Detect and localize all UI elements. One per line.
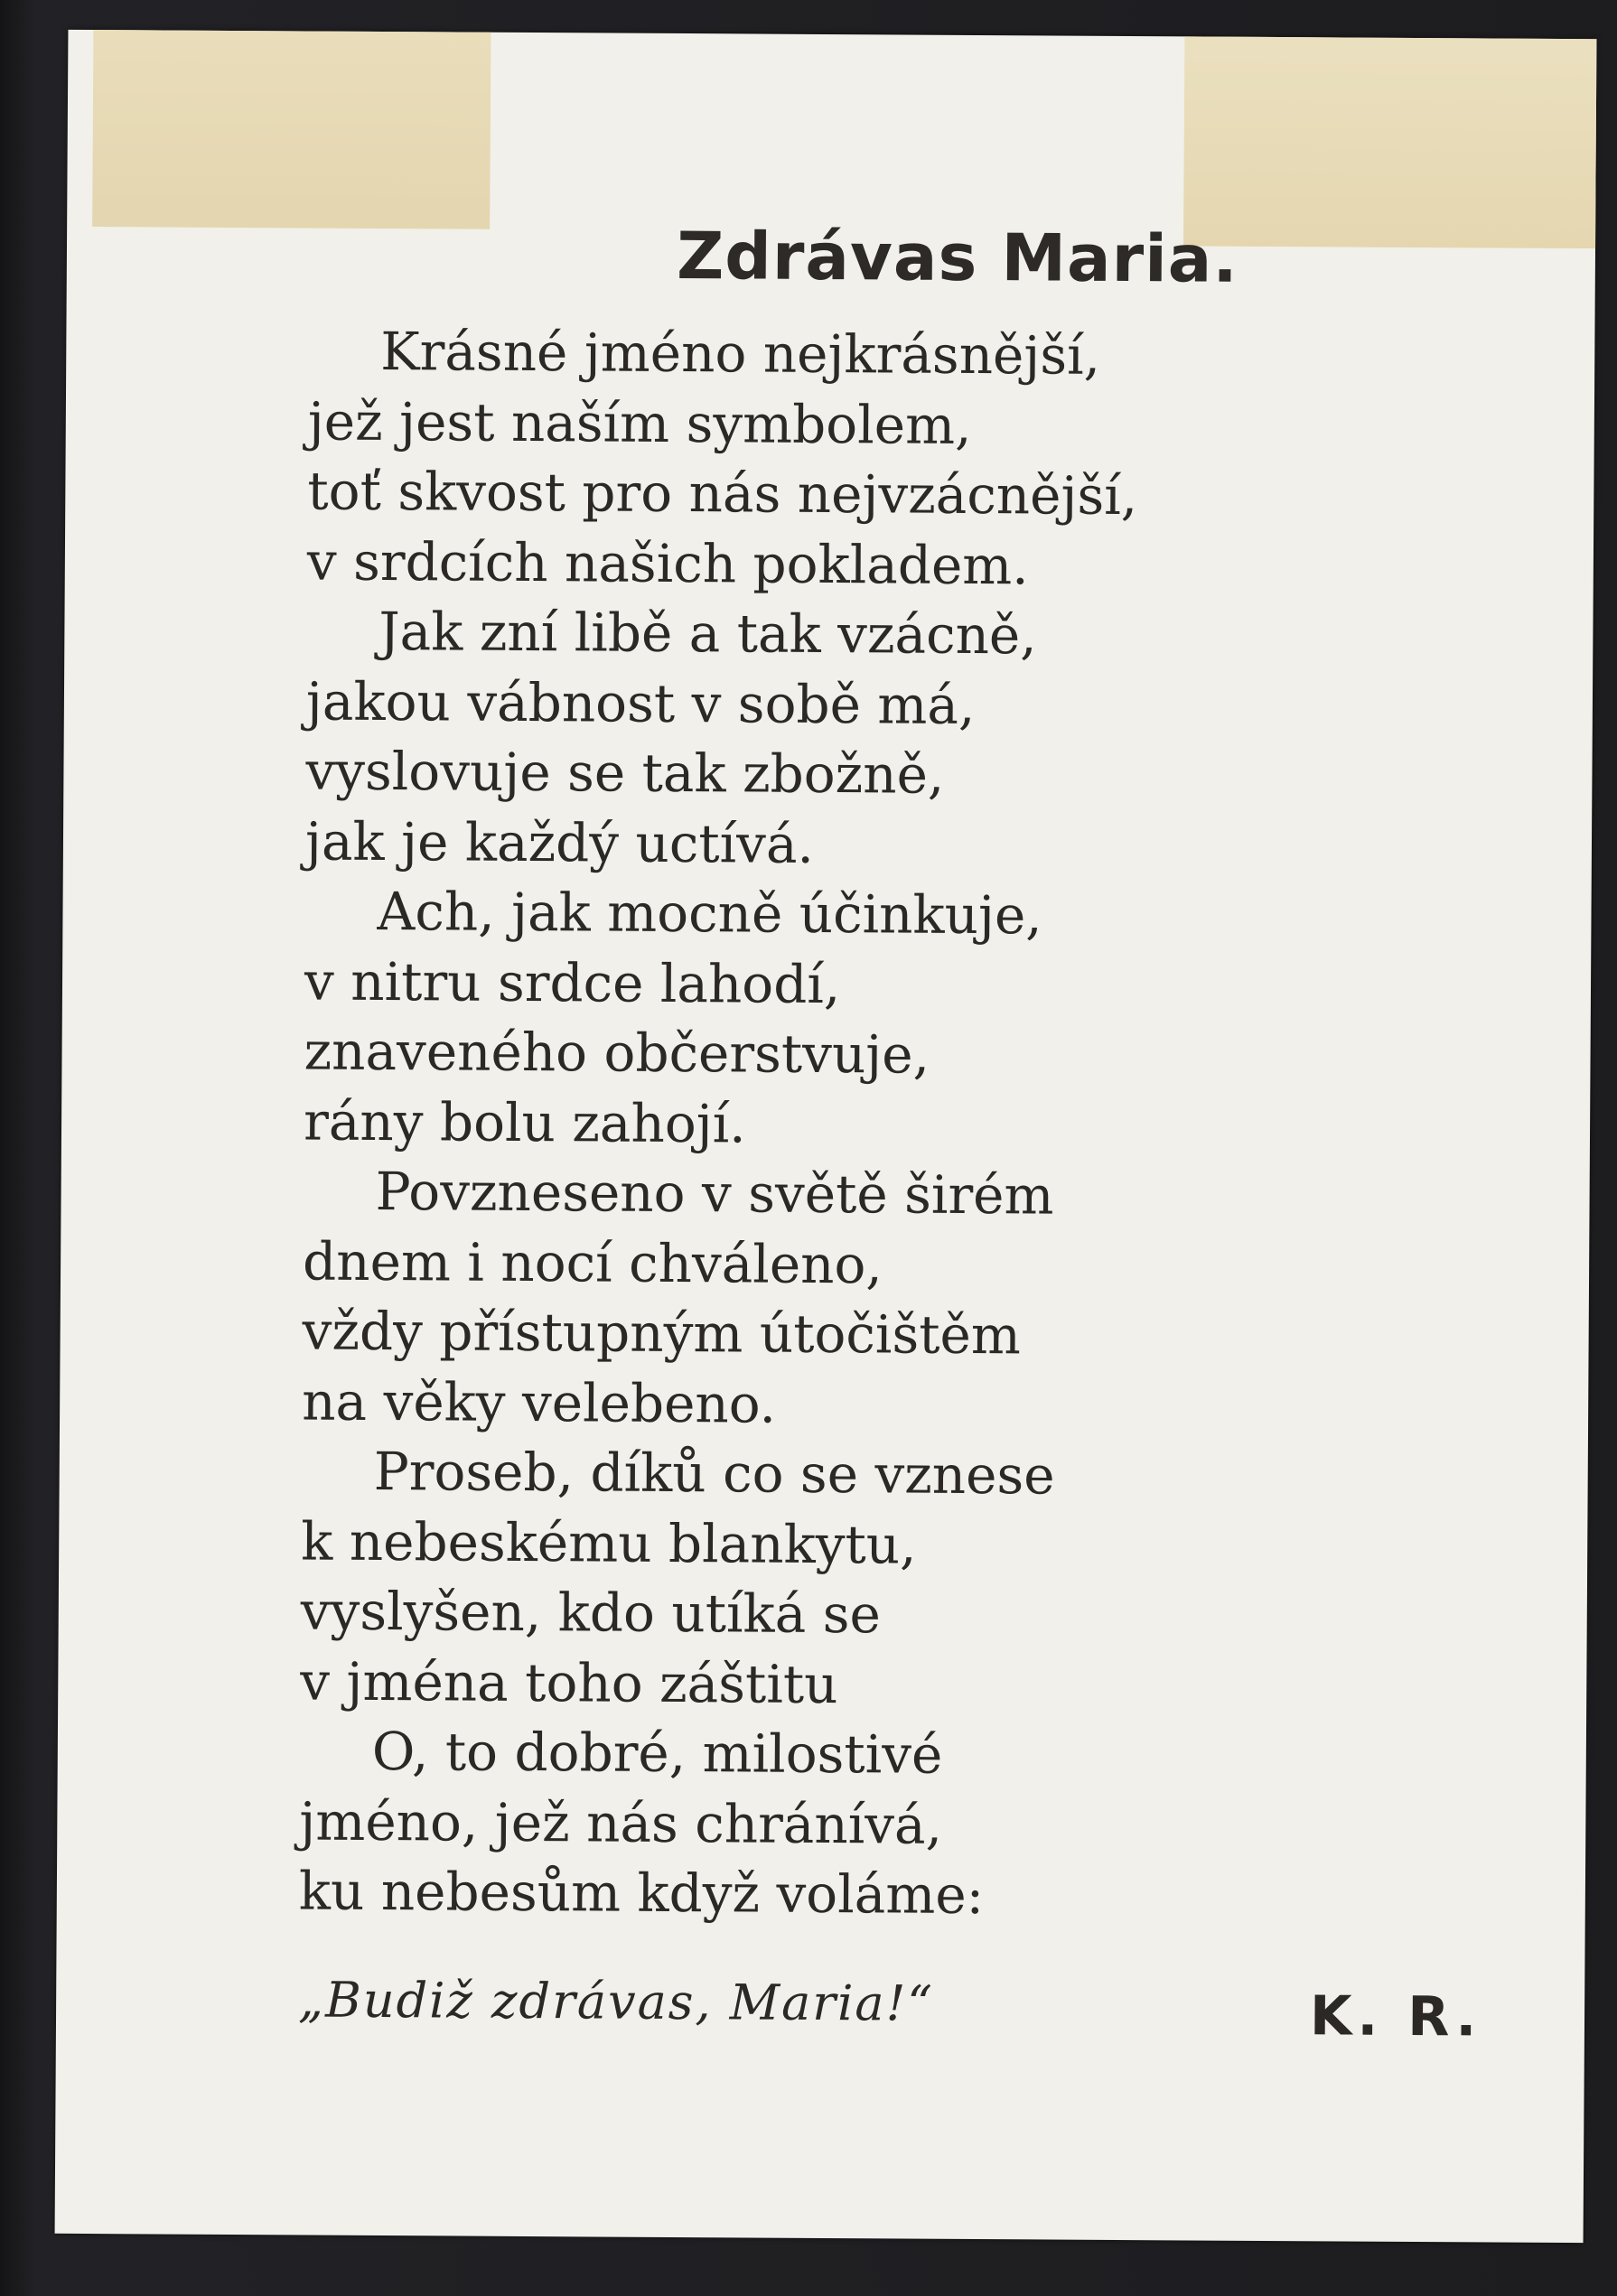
- poem-line: jak je každý uctívá.: [304, 809, 815, 875]
- stanza: [300, 1436, 1341, 1722]
- stanza: [302, 1156, 1342, 1442]
- tape-strip-right: [1183, 36, 1596, 248]
- poem-line: k nebeskému blankytu,: [301, 1509, 917, 1576]
- poem-title: Zdrávas Maria.: [676, 217, 1239, 297]
- poem-line: Povzneseno v světě širém: [375, 1160, 1054, 1227]
- poem-line: Krásné jméno nejkrásnější,: [380, 320, 1101, 387]
- poem-line: dnem i nocí chváleno,: [302, 1229, 883, 1295]
- poem-line: toť skvost pro nás nejvzácnější,: [307, 460, 1138, 527]
- poem-line: O, to dobré, milostivé: [371, 1720, 943, 1786]
- poem-line: ku nebesům když voláme:: [298, 1860, 985, 1927]
- stanza: [304, 876, 1344, 1162]
- poem-line: Proseb, díků co se vznese: [373, 1440, 1055, 1507]
- poem-line: Jak zní libě a tak vzácně,: [379, 600, 1037, 667]
- poem-line: vyslovuje se tak zbožně,: [305, 740, 945, 806]
- author-initials: K. R.: [1309, 1984, 1482, 2049]
- stanza: [305, 596, 1346, 882]
- poem-line: v nitru srdce lahodí,: [304, 949, 841, 1015]
- prayer-card: [55, 30, 1597, 2243]
- poem-line: jakou vábnost v sobě má,: [305, 669, 976, 736]
- stanza: [307, 316, 1348, 602]
- poem-line: jež jest naším symbolem,: [307, 389, 972, 456]
- poem-line: v jména toho záštitu: [300, 1649, 838, 1715]
- poem-line: znaveného občerstvuje,: [304, 1020, 930, 1086]
- stanza: [299, 1716, 1339, 1933]
- closing-line: „Budiž zdrávas, Maria!“: [297, 1971, 935, 2032]
- poem-line: vyslyšen, kdo utíká se: [300, 1580, 882, 1646]
- poem-body: [299, 316, 1348, 1932]
- poem-line: na věky velebeno.: [301, 1369, 777, 1435]
- tape-strip-left: [92, 30, 491, 229]
- poem-line: rány bolu zahojí.: [303, 1089, 746, 1154]
- poem-line: Ach, jak mocně účinkuje,: [377, 880, 1042, 947]
- poem-line: jméno, jež nás chránívá,: [299, 1789, 943, 1856]
- poem-line: vždy přístupným útočištěm: [302, 1300, 1022, 1367]
- poem-line: v srdcích našich pokladem.: [306, 529, 1029, 596]
